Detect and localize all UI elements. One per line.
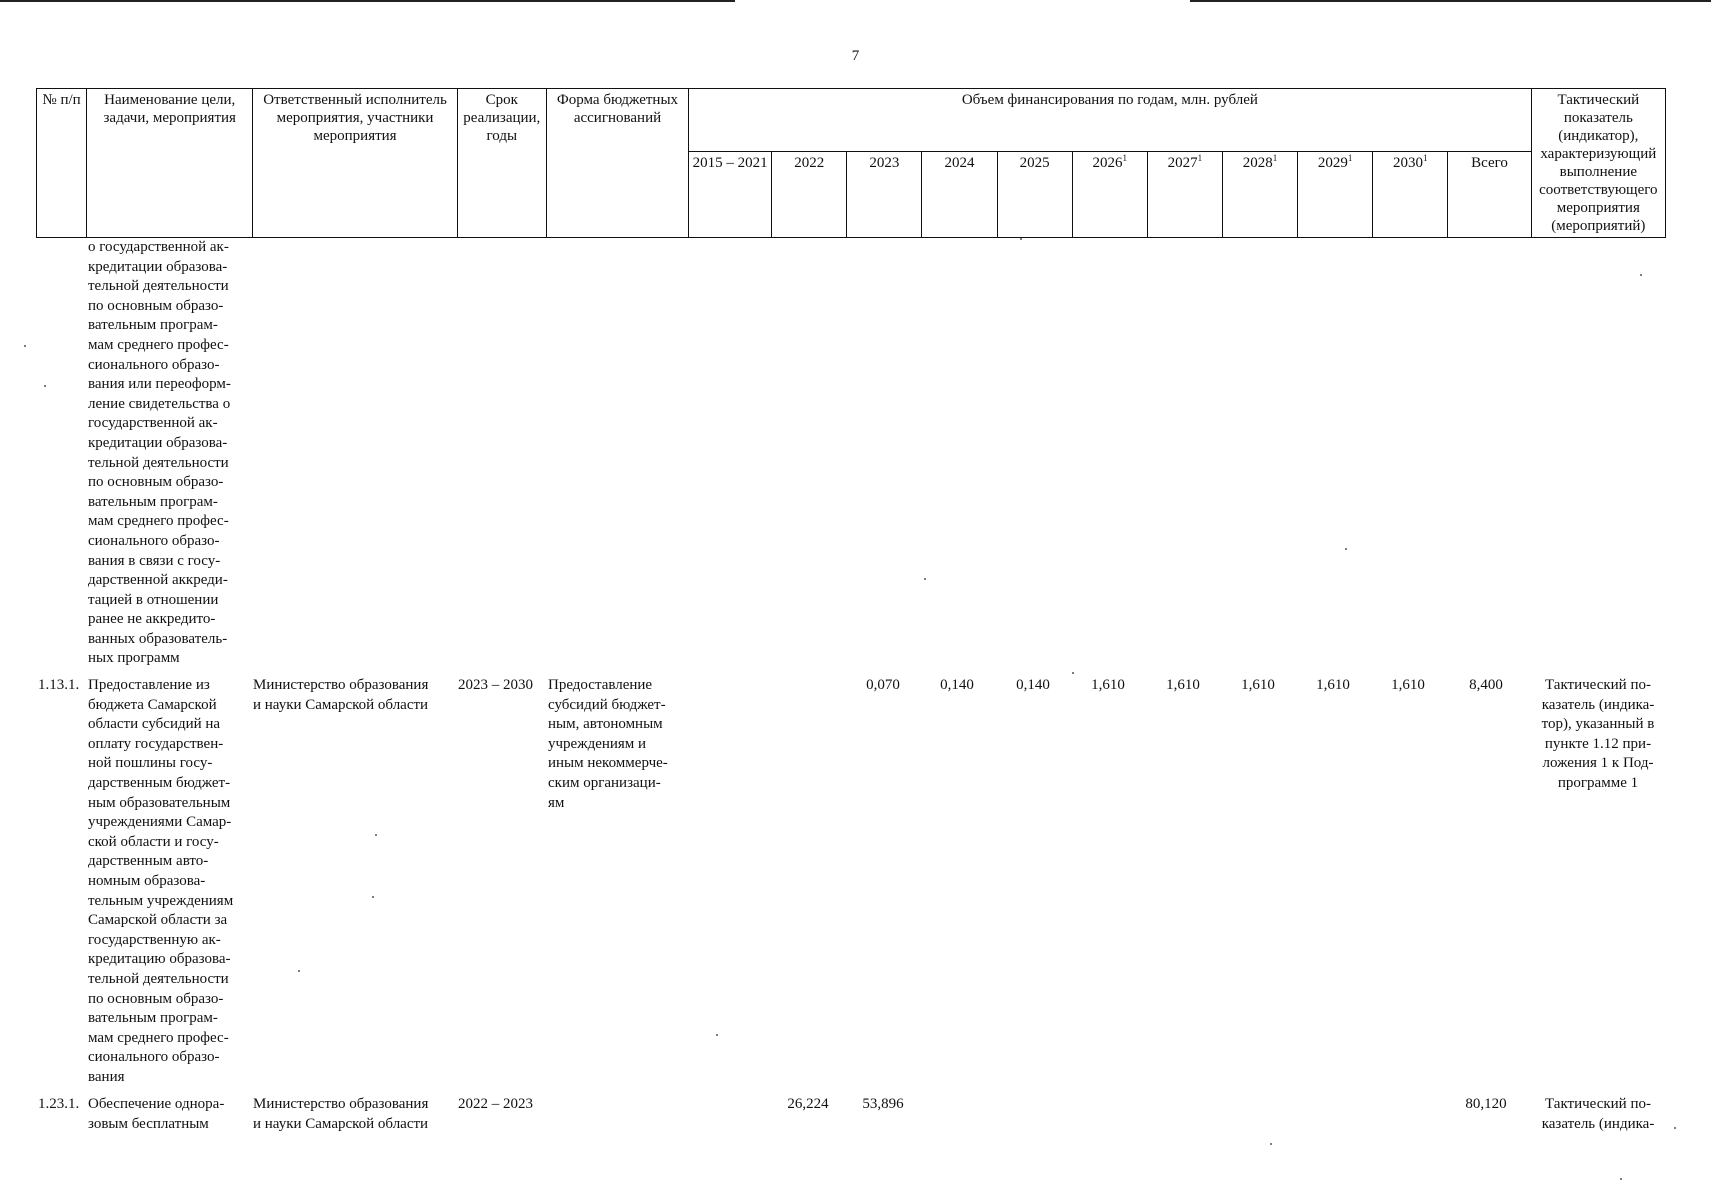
scan-speck: [716, 1034, 718, 1036]
value-2025: 0,140: [1016, 677, 1050, 693]
value-2023: 53,896: [862, 1096, 904, 1112]
table-header: [36, 88, 1666, 238]
header-year: 2023: [847, 152, 922, 238]
row-indicator: Тактический по- казатель (индика-: [1541, 1096, 1655, 1132]
value-2027: 1,610: [1166, 677, 1200, 693]
header-year: 2029$^1$: [1298, 152, 1373, 238]
header-year: 2026$^1$: [1072, 152, 1147, 238]
scan-speck: [1674, 1127, 1676, 1129]
header-year: 2030$^1$: [1373, 152, 1448, 238]
value-2026: 1,610: [1091, 677, 1125, 693]
scan-top-edge: [0, 0, 735, 2]
scan-speck: [924, 578, 926, 580]
value-2028: 1,610: [1241, 677, 1275, 693]
header-financing: Объем финансирования по годам, млн. рублей: [689, 89, 1532, 152]
row-num: 1.13.1.: [38, 677, 80, 693]
row-term: 2022 – 2023: [458, 1096, 533, 1112]
value-total: 80,120: [1465, 1096, 1507, 1112]
value-2029: 1,610: [1316, 677, 1350, 693]
row-name-continuation: о государственной ак- кредитации образова- тельной деятельности по основным образо- вательным програм- мам среднего профес- сионального образо- вания или переоформ- ление свидетельства о государственной ак- кредитации образова- тельной деятельности по основным образо- вательным програм- мам среднего профес- сионального образо- вания в связи с госу- дарственной аккреди- тацией в отношении ранее не аккредито- ванных образователь- ных программ: [88, 239, 231, 667]
row-executor: Министерство образования и науки Самарской области: [253, 677, 429, 713]
scan-speck: [24, 345, 26, 347]
value-2030: 1,610: [1391, 677, 1425, 693]
row-executor: Министерство образования и науки Самарской области: [253, 1096, 429, 1132]
scan-speck: [1620, 1178, 1622, 1180]
scan-speck: [1640, 274, 1642, 276]
header-form: Форма бюджетных ассигнований: [546, 89, 688, 238]
header-year: 2025: [997, 152, 1072, 238]
header-year: 2028$^1$: [1222, 152, 1297, 238]
value-2023: 0,070: [866, 677, 900, 693]
scan-speck: [298, 970, 300, 972]
scan-speck: [1270, 1143, 1272, 1145]
scan-speck: [372, 896, 374, 898]
row-name: Обеспечение однора- зовым бесплатным: [88, 1096, 225, 1132]
value-2024: 0,140: [940, 677, 974, 693]
scan-speck: [1072, 672, 1074, 674]
scan-top-edge-right: [1190, 0, 1711, 2]
row-term: 2023 – 2030: [458, 677, 533, 693]
scan-speck: [44, 385, 46, 387]
row-num: 1.23.1.: [38, 1096, 80, 1112]
header-year: 2024: [922, 152, 997, 238]
page-number: 7: [851, 48, 860, 64]
header-name: Наименование цели, задачи, мероприятия: [87, 89, 253, 238]
scan-speck: [375, 834, 377, 836]
row-form: Предоставление субсидий бюджет- ным, автономным учреждениям и иным некоммерче- ским организаци- ям: [548, 677, 668, 811]
header-executor: Ответственный исполнитель мероприятия, участники мероприятия: [253, 89, 457, 238]
header-num: № п/п: [37, 89, 87, 238]
value-2022: 26,224: [787, 1096, 829, 1112]
header-indicator: Тактический показатель (индикатор), характеризующий выполнение соответствующего мероприятия (мероприятий): [1531, 89, 1665, 238]
header-year: 2022: [772, 152, 847, 238]
value-total: 8,400: [1469, 677, 1503, 693]
header-year: 2027$^1$: [1147, 152, 1222, 238]
scan-speck: [1345, 548, 1347, 550]
row-indicator: Тактический по- казатель (индика- тор), указанный в пункте 1.12 при- ложения 1 к Под- программе 1: [1541, 677, 1655, 791]
row-name: Предоставление из бюджета Самарской области субсидий на оплату государствен- ной пошлины госу- дарственным бюджет- ным образовательным учреждениями Самар- ской области и госу- дарственным авто- номным образова- тельным учреждениям Самарской области за государственную ак- кредитацию образова- тельной деятельности по основным образо- вательным програм- мам среднего профес- сионального образо- вания: [88, 677, 234, 1085]
scan-speck: [1020, 238, 1022, 240]
header-year: 2015 – 2021: [689, 152, 772, 238]
header-term: Срок реализации, годы: [457, 89, 546, 238]
header-year: Всего: [1448, 152, 1531, 238]
